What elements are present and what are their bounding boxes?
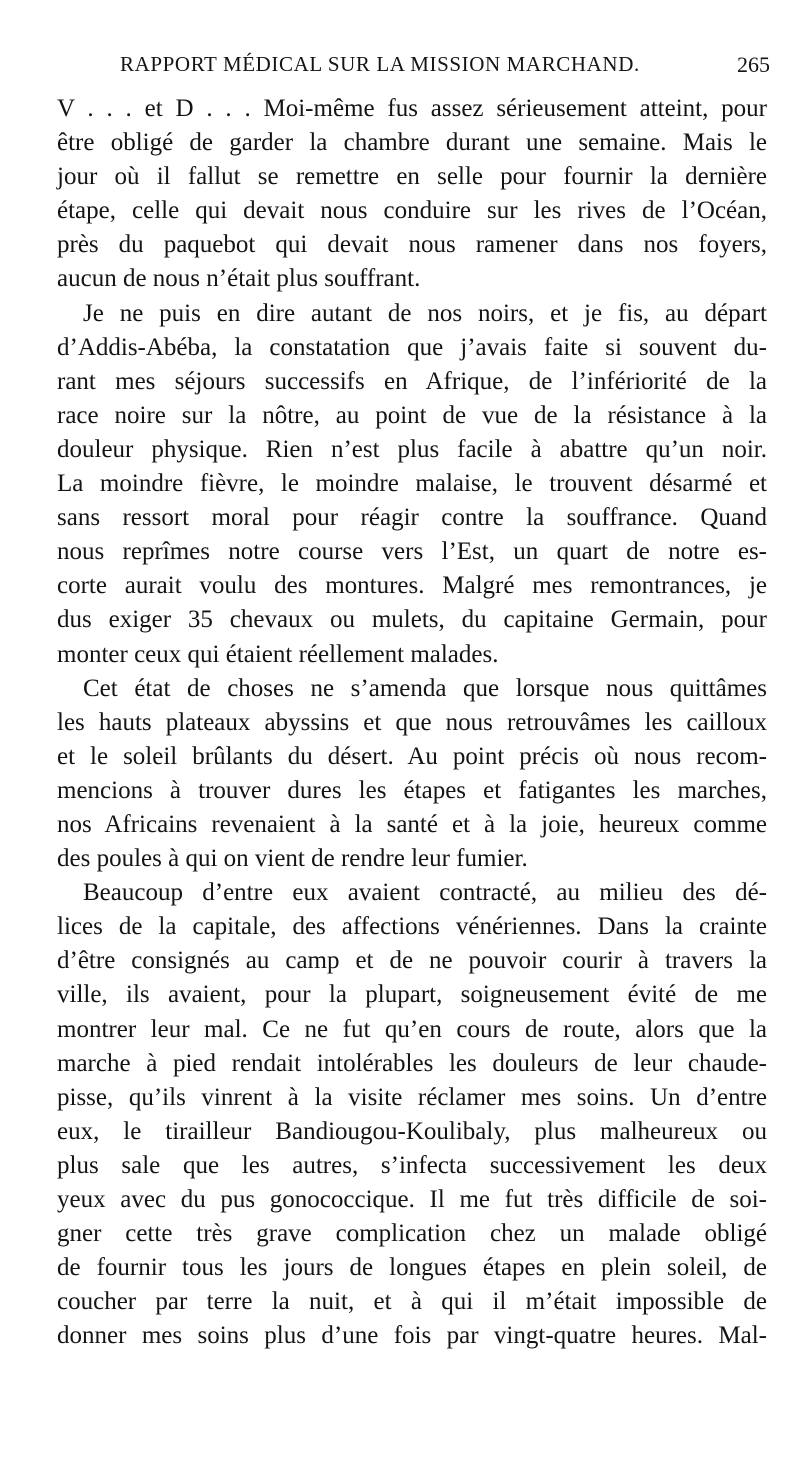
body-text (57, 92, 767, 1353)
text-line: aucun de nous n’était plus souffrant. (57, 265, 421, 293)
text-line: La moindre fièvre, le moindre malaise, le trouvent désarmé et (57, 470, 767, 498)
text-line: race noire sur la nôtre, au point de vue de la résistance à la (57, 401, 767, 429)
text-line: de fournir tous les jours de longues étapes en plein soleil, de (57, 1254, 767, 1282)
text-line: Cet état de choses ne s’amenda que lorsque nous quittâmes (83, 674, 767, 702)
text-line: près du paquebot qui devait nous ramener dans nos foyers, (57, 231, 767, 259)
text-line: Je ne puis en dire autant de nos noirs, et je fis, au départ (83, 299, 767, 327)
page-number: 265 (737, 52, 770, 77)
text-line: être obligé de garder la chambre durant une semaine. Mais le (57, 129, 767, 157)
paragraph (57, 92, 767, 297)
text-line: mencions à trouver dures les étapes et fatigantes les marches, (57, 776, 767, 804)
text-line: rant mes séjours successifs en Afrique, de l’infériorité de la (57, 367, 767, 395)
text-line: sans ressort moral pour réagir contre la souffrance. Quand (57, 504, 767, 532)
text-line: jour où il fallut se remettre en selle pour fournir la dernière (57, 163, 767, 191)
paragraph (57, 876, 767, 1353)
text-line: V . . . et D . . . Moi-même fus assez sérieusement atteint, pour (57, 95, 767, 122)
text-line: lices de la capitale, des affections vénériennes. Dans la crainte (57, 913, 767, 941)
text-line: nous reprîmes notre course vers l’Est, un quart de notre es- (57, 538, 767, 566)
text-line: Beaucoup d’entre eux avaient contracté, au milieu des dé- (83, 879, 767, 907)
text-line: des poules à qui on vient de rendre leur fumier. (57, 845, 528, 873)
text-line: corte aurait voulu des montures. Malgré mes remontrances, je (57, 572, 767, 600)
paragraph (57, 672, 767, 877)
text-line: nos Africains revenaient à la santé et à la joie, heureux comme (57, 810, 767, 838)
text-line: eux, le tirailleur Bandiougou-Koulibaly, plus malheureux ou (57, 1117, 767, 1145)
text-line: douleur physique. Rien n’est plus facile à abattre qu’un noir. (57, 435, 767, 463)
text-line: marche à pied rendait intolérables les douleurs de leur chaude- (57, 1049, 767, 1077)
paragraph (57, 297, 767, 672)
text-line: les hauts plateaux abyssins et que nous retrouvâmes les cailloux (57, 708, 767, 736)
text-line: et le soleil brûlants du désert. Au point précis où nous recom- (57, 742, 767, 770)
text-line: d’Addis-Abéba, la constatation que j’avais faite si souvent du- (57, 333, 767, 361)
text-line: coucher par terre la nuit, et à qui il m’était impossible de (57, 1288, 767, 1316)
text-line: monter ceux qui étaient réellement malades. (57, 640, 499, 668)
text-line: dus exiger 35 chevaux ou mulets, du capitaine Germain, pour (57, 606, 767, 634)
text-line: plus sale que les autres, s’infecta successivement les deux (57, 1151, 767, 1179)
text-line: étape, celle qui devait nous conduire sur les rives de l’Océan, (57, 197, 767, 225)
text-line: montrer leur mal. Ce ne fut qu’en cours de route, alors que la (57, 1015, 767, 1043)
running-title: RAPPORT MÉDICAL SUR LA MISSION MARCHAND. (120, 52, 640, 76)
text-line: ville, ils avaient, pour la plupart, soigneusement évité de me (57, 981, 767, 1009)
text-line: donner mes soins plus d’une fois par vingt-quatre heures. Mal- (57, 1322, 767, 1350)
text-line: d’être consignés au camp et de ne pouvoir courir à travers la (57, 947, 767, 975)
text-line: gner cette très grave complication chez un malade obligé (57, 1220, 767, 1248)
text-line: pisse, qu’ils vinrent à la visite réclamer mes soins. Un d’entre (57, 1083, 767, 1111)
text-line: yeux avec du pus gonococcique. Il me fut très difficile de soi- (57, 1186, 767, 1213)
page-header (120, 44, 770, 84)
